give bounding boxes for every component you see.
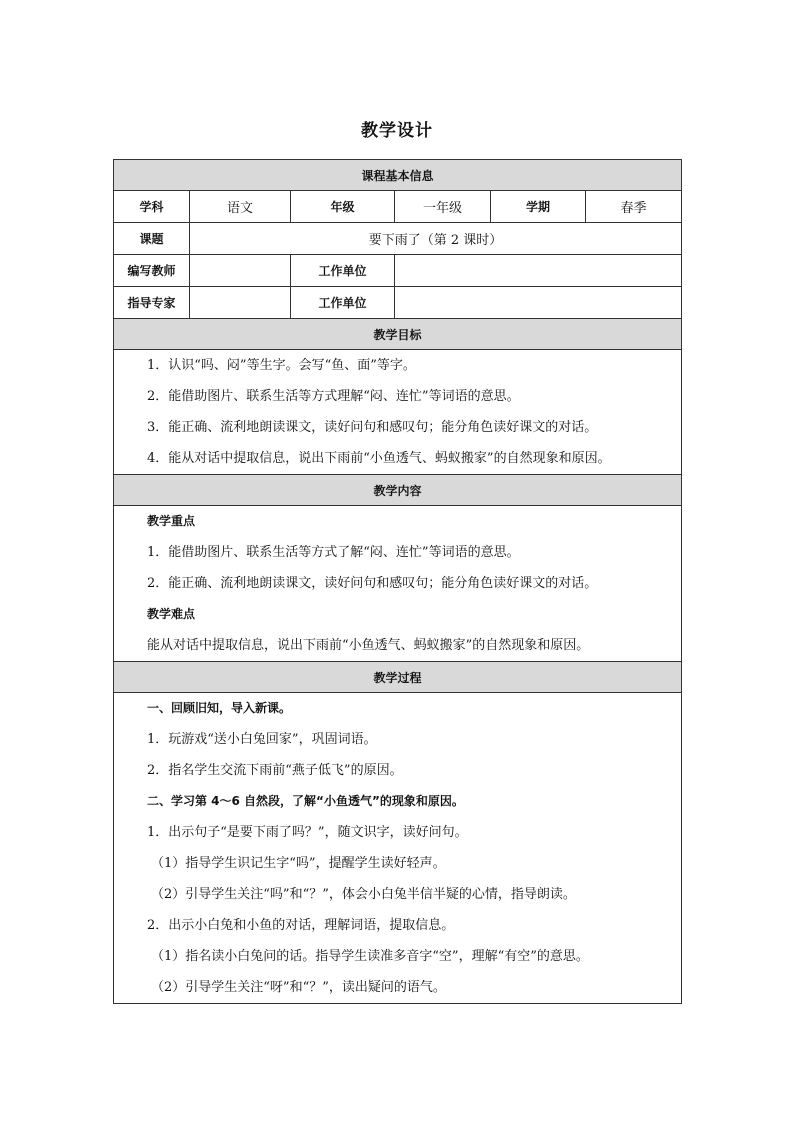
process-step: 1．玩游戏“送小白兔回家”，巩固词语。	[147, 732, 377, 747]
expert-unit-value	[395, 287, 682, 319]
process-step: 2．出示小白兔和小鱼的对话，理解词语，提取信息。	[147, 918, 455, 933]
process-section-heading: 二、学习第 4～6 自然段，了解“小鱼透气”的现象和原因。	[147, 794, 464, 808]
teacher-value	[190, 255, 291, 287]
objectives-header: 教学目标	[114, 319, 682, 350]
lesson-plan-table	[113, 159, 682, 1004]
content-header-row	[114, 475, 682, 506]
basic-info-header: 课程基本信息	[114, 160, 682, 191]
process-step: 1．出示句子“是要下雨了吗？”，随文识字，读好问句。	[147, 825, 468, 840]
objective-item: 3．能正确、流利地朗读课文，读好问句和感叹句；能分角色读好课文的对话。	[147, 420, 598, 435]
page-title: 教学设计	[361, 121, 433, 141]
process-header: 教学过程	[114, 662, 682, 693]
grade-value: 一年级	[395, 191, 491, 223]
topic-row	[114, 223, 682, 255]
objective-item: 4．能从对话中提取信息，说出下雨前“小鱼透气、蚂蚁搬家”的自然现象和原因。	[147, 451, 611, 466]
difficult-point-text: 能从对话中提取信息，说出下雨前“小鱼透气、蚂蚁搬家”的自然现象和原因。	[147, 638, 590, 653]
process-substep: （1）指导学生识记生字“吗”，提醒学生读好轻声。	[151, 856, 446, 871]
key-point-item: 2．能正确、流利地朗读课文，读好问句和感叹句；能分角色读好课文的对话。	[147, 576, 598, 591]
objective-item: 1．认识“吗、闷”等生字。会写“鱼、面”等字。	[147, 358, 416, 373]
expert-label: 指导专家	[114, 287, 190, 319]
difficult-points-label: 教学难点	[147, 607, 196, 621]
process-step: 2．指名学生交流下雨前“燕子低飞”的原因。	[147, 763, 403, 778]
teacher-unit-label: 工作单位	[291, 255, 395, 287]
key-points-label: 教学重点	[147, 514, 196, 528]
process-section-heading: 一、回顾旧知，导入新课。	[147, 701, 292, 715]
expert-value	[190, 287, 291, 319]
objectives-row	[114, 350, 682, 475]
content-header: 教学内容	[114, 475, 682, 506]
process-substep: （2）引导学生关注“吗”和“？”，体会小白兔半信半疑的心情，指导朗读。	[151, 887, 576, 902]
process-substep: （2）引导学生关注“呀”和“？”，读出疑问的语气。	[151, 980, 446, 995]
basic-info-header-row	[114, 160, 682, 191]
expert-row	[114, 287, 682, 319]
objective-item: 2．能借助图片、联系生活等方式理解“闷、连忙”等词语的意思。	[147, 389, 520, 404]
teacher-row	[114, 255, 682, 287]
subject-label: 学科	[114, 191, 190, 223]
process-row	[114, 693, 682, 1004]
subject-value: 语文	[190, 191, 291, 223]
topic-label: 课题	[114, 223, 190, 255]
process-header-row	[114, 662, 682, 693]
expert-unit-label: 工作单位	[291, 287, 395, 319]
grade-label: 年级	[291, 191, 395, 223]
objectives-header-row	[114, 319, 682, 350]
content-row	[114, 506, 682, 662]
process-substep: （1）指名读小白兔问的话。指导学生读准多音字“空”，理解“有空”的意思。	[151, 949, 589, 964]
teacher-label: 编写教师	[114, 255, 190, 287]
teacher-unit-value	[395, 255, 682, 287]
term-value: 春季	[586, 191, 682, 223]
subject-row	[114, 191, 682, 223]
term-label: 学期	[491, 191, 586, 223]
topic-value: 要下雨了（第 2 课时）	[190, 223, 682, 255]
key-point-item: 1．能借助图片、联系生活等方式了解“闷、连忙”等词语的意思。	[147, 545, 520, 560]
